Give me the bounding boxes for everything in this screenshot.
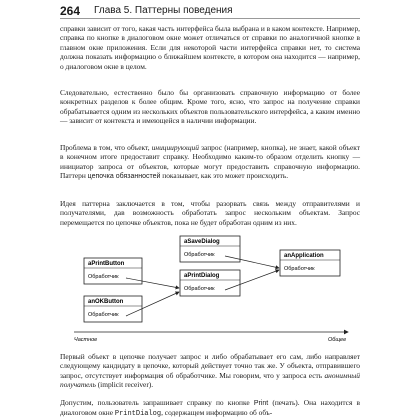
paragraph-3-italic: инициирующий bbox=[151, 143, 199, 152]
box-asavedialog-handler: Обработчик bbox=[184, 252, 215, 258]
paragraph-3-text-b: запрос (например, кнопка), не знает, какой объект в конечном итоге предоставит справку. Необходимо каким-то образом отделить кнопку — инициатор запроса от объектов, которые могут предоставить справочную информацию. Паттерн bbox=[60, 143, 360, 181]
chain-diagram bbox=[60, 232, 360, 344]
code-print: Print bbox=[253, 400, 269, 407]
box-aprintdialog bbox=[180, 270, 240, 296]
paragraph-3-text-c: показывает, как это может происходить. bbox=[160, 171, 289, 181]
code-printdialog: PrintDialog bbox=[114, 410, 162, 419]
paragraph-2: Следовательно, естественно было бы организовать справочную информацию от более конкретных разделов к более общим. Кроме того, ясно, что запрос на получение справки обрабатывается одним из нескольких объектов пользовательского интерфейса, а каким именно — зависит от контекста и имеющейся в наличии информации. bbox=[60, 88, 360, 126]
paragraph-5-italic: анонимный получатель bbox=[60, 370, 360, 390]
axis-label-general: Общее bbox=[328, 337, 347, 343]
header-rule bbox=[60, 18, 360, 19]
paragraph-5-text-b: (implicit receiver). bbox=[95, 380, 154, 390]
paragraph-5 bbox=[60, 352, 360, 390]
box-anapplication-handler: Обработчик bbox=[284, 266, 315, 272]
paragraph-4: Идея паттерна заключается в том, чтобы разорвать связь между отправителями и получателями, дав возможность обработать запрос нескольким объектам. Запрос перемещается по цепочке объектов, пока не будет обработан одним из них. bbox=[60, 199, 360, 227]
paragraph-3 bbox=[60, 143, 360, 182]
box-anokbutton-handler: Обработчик bbox=[88, 312, 119, 318]
paragraph-3-text-a: Проблема в том, что объект, bbox=[60, 143, 152, 152]
box-asavedialog bbox=[180, 236, 240, 262]
box-aprintbutton-name: aPrintButton bbox=[88, 261, 125, 267]
paragraph-6-text-b: (печать). Она находится в диалоговом окне bbox=[60, 398, 360, 418]
paragraph-5-text-a: Первый объект в цепочке получает запрос и либо обрабатывает его сам, либо направляет следующему кандидату в цепочке, который действует точно так же. У объекта, отправившего запрос, отсутствует информация об обработчике. Мы говорим, что у запроса есть bbox=[60, 352, 360, 380]
paragraph-6-text-a: Допустим, пользователь запрашивает справку по кнопке bbox=[60, 398, 254, 407]
box-asavedialog-name: aSaveDialog bbox=[184, 239, 220, 245]
box-anokbutton bbox=[84, 296, 142, 322]
box-aprintbutton-handler: Обработчик bbox=[88, 274, 119, 280]
box-aprintdialog-name: aPrintDialog bbox=[184, 273, 220, 279]
paragraph-6-text-c: , содержащем информацию об объ- bbox=[161, 408, 273, 418]
page-header bbox=[60, 4, 400, 18]
box-anapplication bbox=[280, 250, 340, 276]
axis-label-specific: Частное bbox=[74, 337, 98, 343]
chapter-title: Глава 5. Паттерны поведения bbox=[94, 5, 233, 16]
box-aprintdialog-handler: Обработчик bbox=[184, 286, 215, 292]
page-number: 264 bbox=[60, 4, 81, 18]
box-anokbutton-name: anOKButton bbox=[88, 299, 124, 305]
paragraph-6 bbox=[60, 398, 360, 420]
paragraph-1: справки зависит от того, какая часть интерфейса была выбрана и в каком контексте. Например, справка по кнопке в диалоговом окне может отличаться от справки по аналогичной кнопке в главном окне приложения. Если для некоторой части интерфейса справки нет, то система должна показать информацию о ближайшем контексте, в котором она находится — например, о диалоговом окне в целом. bbox=[60, 24, 360, 71]
box-anapplication-name: anApplication bbox=[284, 253, 324, 259]
box-aprintbutton bbox=[84, 258, 142, 284]
pattern-name: цепочка обязанностей bbox=[87, 173, 161, 181]
